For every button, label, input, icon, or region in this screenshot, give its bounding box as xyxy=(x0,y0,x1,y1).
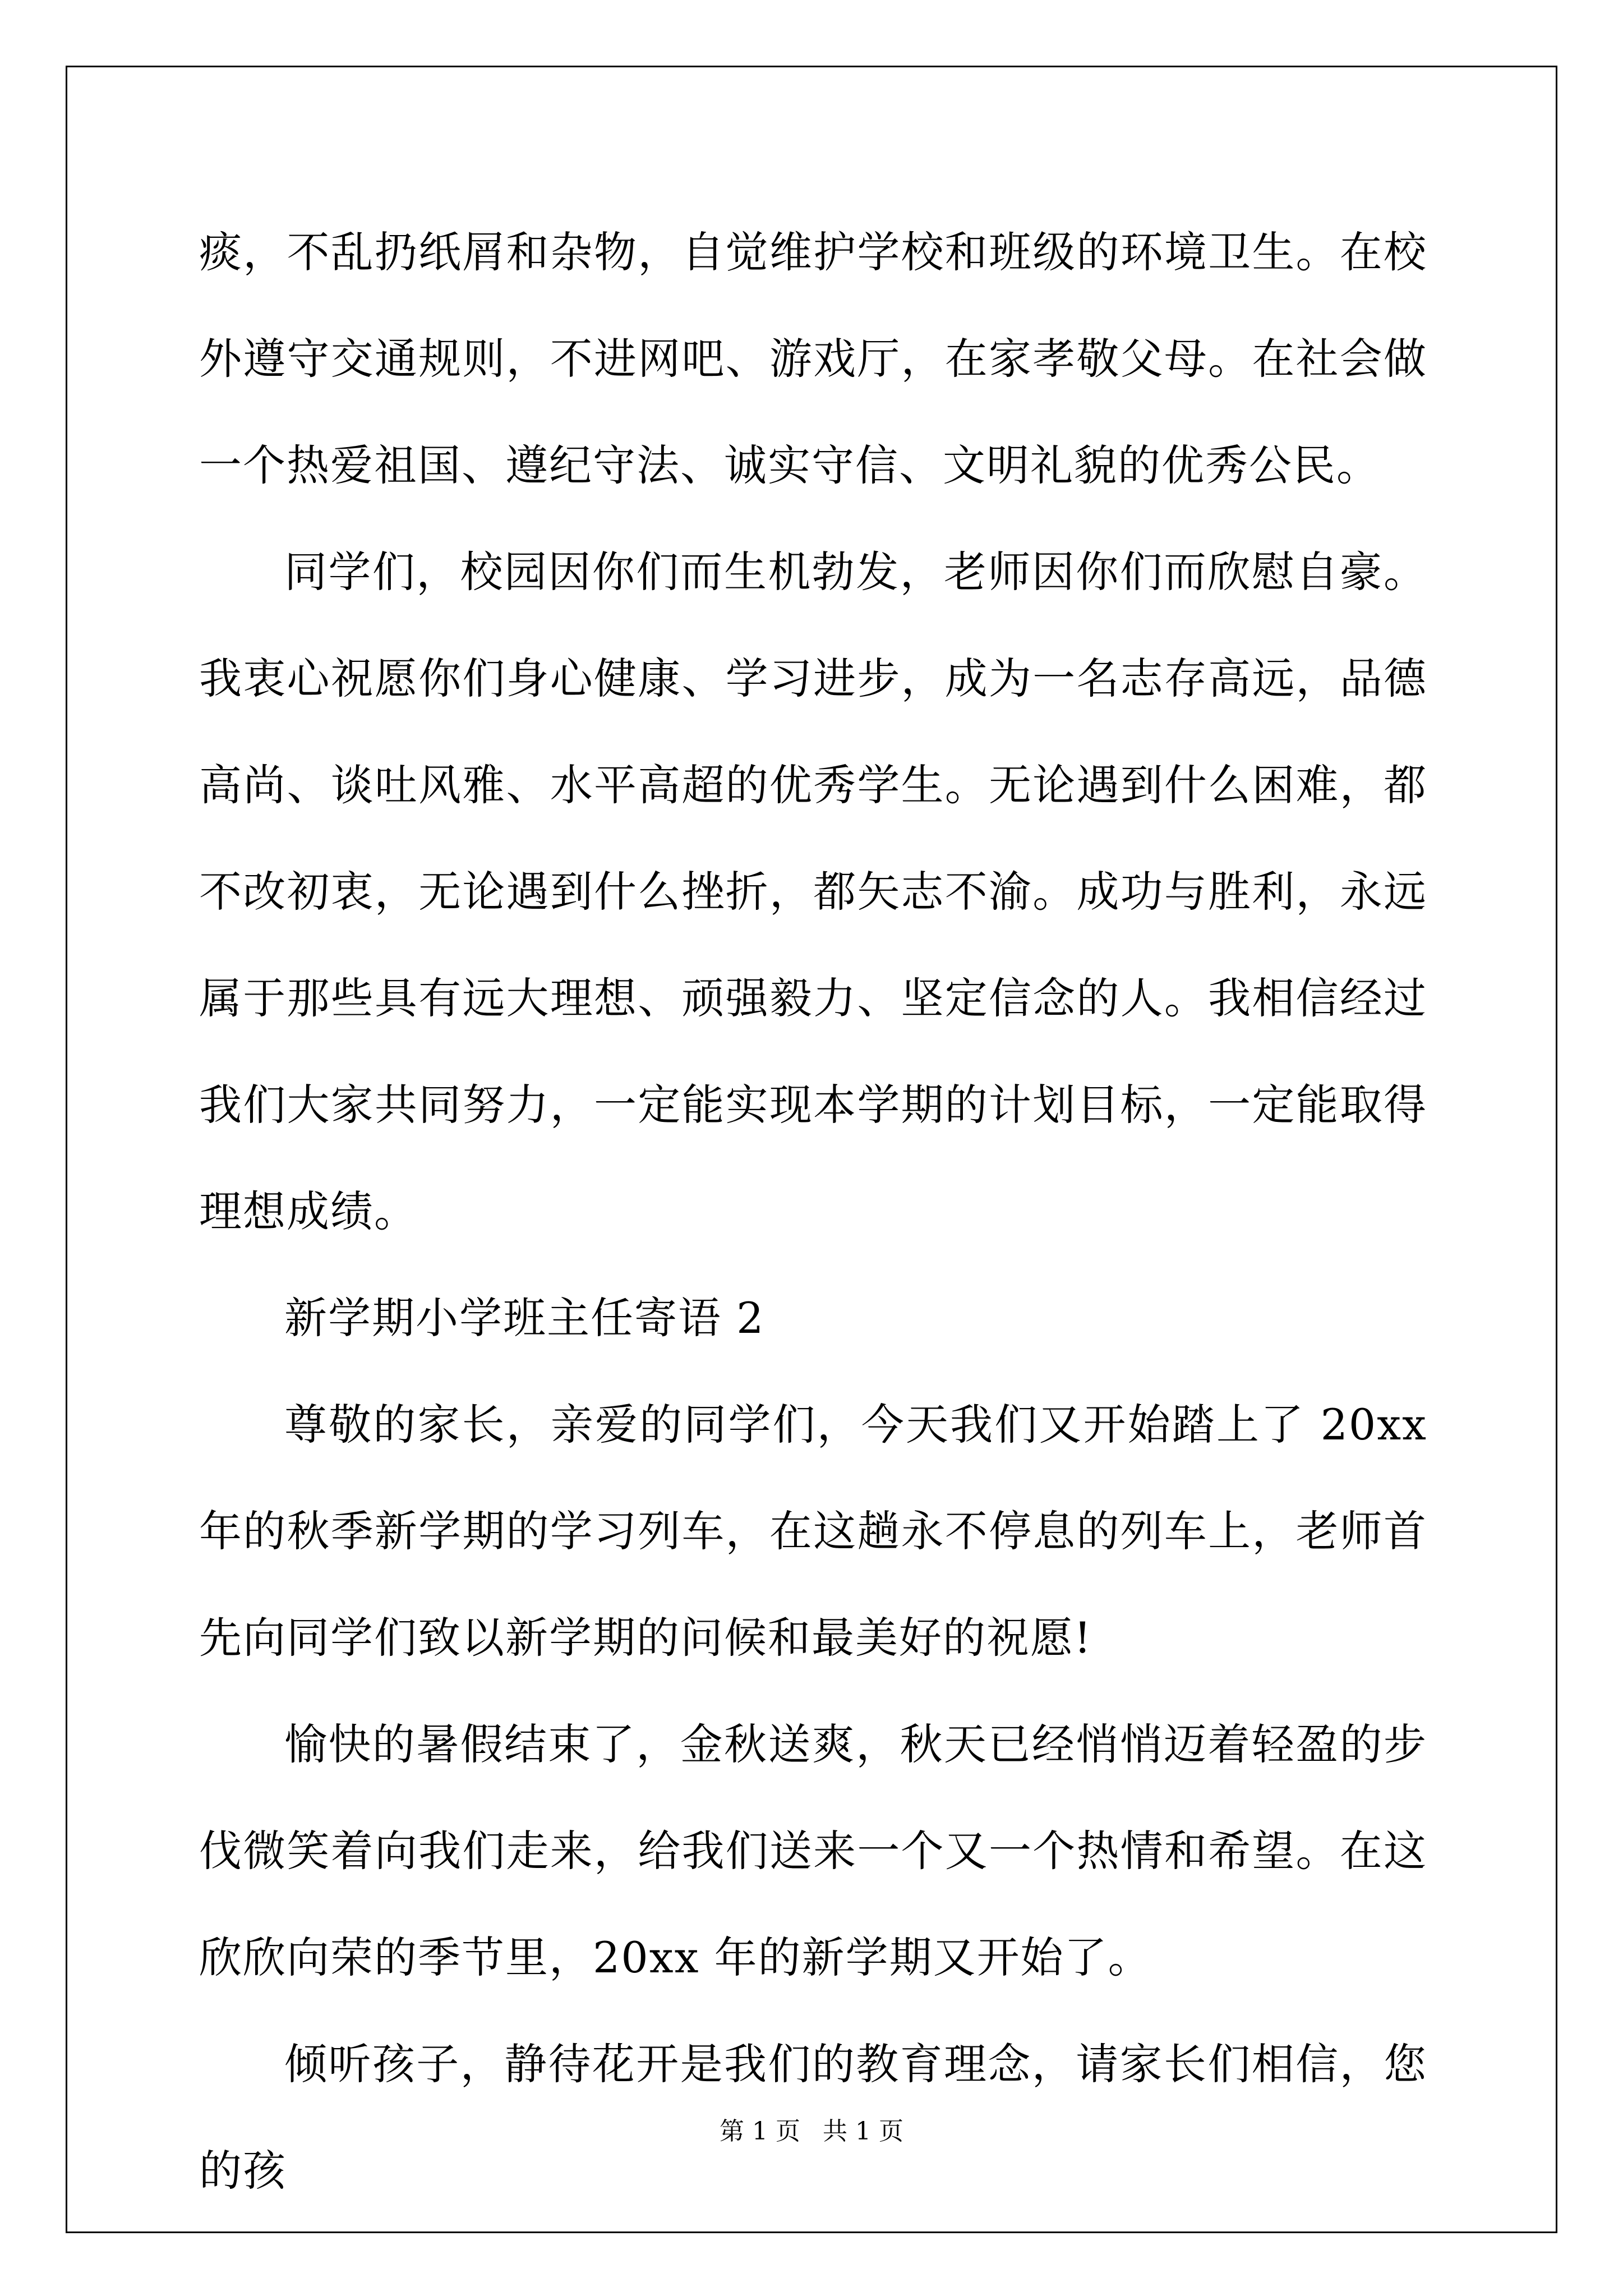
page-total: 共 1 页 xyxy=(823,2117,903,2146)
paragraph-continued: 痰，不乱扔纸屑和杂物，自觉维护学校和班级的环境卫生。在校外遵守交通规则，不进网吧、游戏厅，在家孝敬父母。在社会做一个热爱祖国、遵纪守法、诚实守信、文明礼貌的优秀公民。 xyxy=(199,227,1427,490)
paragraph-philosophy: 倾听孩子，静待花开是我们的教育理念，请家长们相信，您的孩 xyxy=(199,2039,1427,2196)
page-number: 第 1 页 xyxy=(720,2117,800,2146)
document-body xyxy=(199,199,1427,2224)
section-heading: 新学期小学班主任寄语 2 xyxy=(284,1293,765,1343)
paragraph-greeting: 尊敬的家长，亲爱的同学们，今天我们又开始踏上了 20xx 年的秋季新学期的学习列车，在这趟永不停息的列车上，老师首先向同学们致以新学期的问候和最美好的祝愿! xyxy=(199,1400,1427,1663)
paragraph-wishes: 同学们，校园因你们而生机勃发，老师因你们而欣慰自豪。我衷心祝愿你们身心健康、学习进步，成为一名志存高远，品德高尚、谈吐风雅、水平高超的优秀学生。无论遇到什么困难，都不改初衷，无论遇到什么挫折，都矢志不渝。成功与胜利，永远属于那些具有远大理想、顽强毅力、坚定信念的人。我相信经过我们大家共同努力，一定能实现本学期的计划目标，一定能取得理想成绩。 xyxy=(199,547,1427,1236)
page-footer xyxy=(0,2115,1623,2148)
paragraph-autumn: 愉快的暑假结束了，金秋送爽，秋天已经悄悄迈着轻盈的步伐微笑着向我们走来，给我们送来一个又一个热情和希望。在这欣欣向荣的季节里，20xx 年的新学期又开始了。 xyxy=(199,1719,1427,1982)
